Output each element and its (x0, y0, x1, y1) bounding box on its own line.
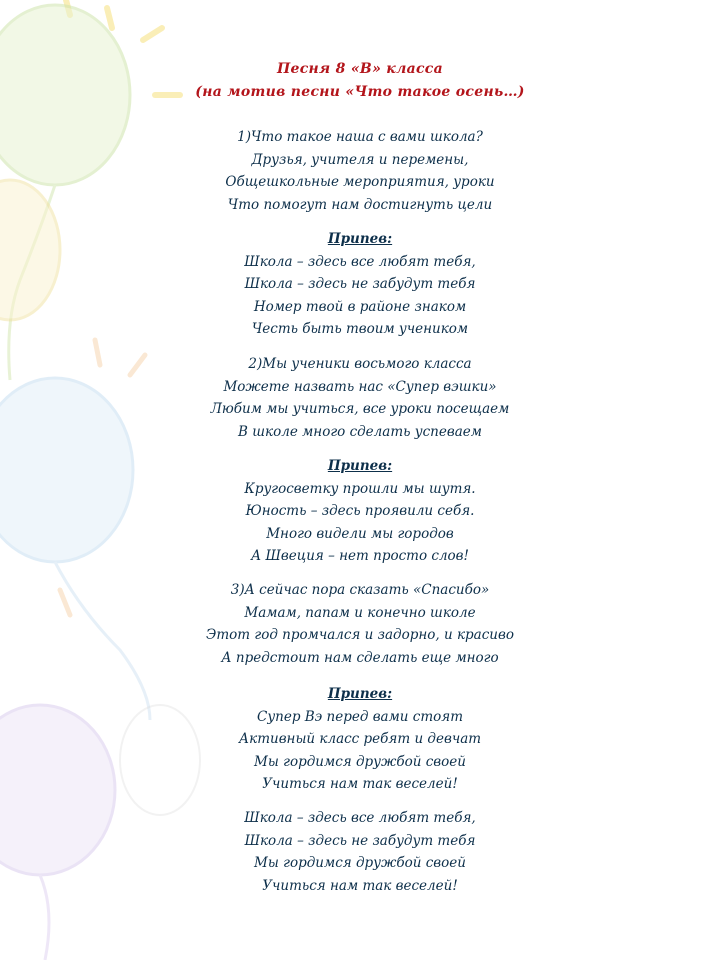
chorus-line: Кругосветку прошли мы шутя. (244, 480, 476, 497)
verse-2 (0, 353, 720, 443)
verse-line: Этот год промчался и задорно, и красиво (206, 627, 514, 643)
chorus-line: Мы гордимся дружбой своей (254, 753, 466, 770)
chorus-heading: Припев: (327, 458, 393, 474)
chorus-1 (0, 228, 720, 341)
verse-line: А предстоит нам сделать еще много (221, 649, 499, 666)
chorus-line: Учиться нам так веселей! (262, 776, 458, 792)
chorus-line: Школа – здесь не забудут тебя (244, 276, 476, 292)
chorus-heading: Припев: (327, 231, 393, 247)
verse-3 (0, 579, 720, 669)
verse-line: Что помогут нам достигнуть цели (227, 196, 493, 213)
chorus-line: Честь быть твоим учеником (251, 321, 469, 337)
verse-line: Можете назвать нас «Супер вэшки» (223, 378, 497, 395)
chorus-3 (0, 683, 720, 796)
chorus-2 (0, 455, 720, 568)
verse-1 (0, 126, 720, 216)
chorus-line: Много видели мы городов (266, 525, 454, 542)
song-subtitle: (на мотив песни «Что такое осень…) (195, 84, 525, 100)
verse-line: Друзья, учителя и перемены, (251, 151, 469, 168)
verse-line: 2)Мы ученики восьмого класса (248, 356, 472, 372)
verse-line: В школе много сделать успеваем (238, 423, 482, 440)
chorus-line: Активный класс ребят и девчат (238, 731, 482, 747)
chorus-line: Юность – здесь проявили себя. (245, 503, 475, 519)
verse-line: Общешкольные мероприятия, уроки (225, 174, 495, 190)
chorus-line: Супер Вэ перед вами стоят (256, 708, 464, 725)
verse-line: 1)Что такое наша с вами школа? (237, 129, 483, 145)
chorus-line: А Швеция – нет просто слов! (251, 548, 469, 564)
verse-line: Любим мы учиться, все уроки посещаем (210, 401, 510, 417)
chorus-heading: Припев: (327, 686, 393, 702)
song-title: Песня 8 «В» класса (276, 61, 444, 77)
final-chorus (0, 807, 720, 897)
chorus-line: Школа – здесь не забудут тебя (244, 832, 476, 849)
chorus-line: Мы гордимся дружбой своей (254, 855, 466, 871)
chorus-line: Школа – здесь все любят тебя, (244, 253, 476, 270)
verse-line: Мамам, папам и конечно школе (244, 604, 476, 621)
chorus-line: Учиться нам так веселей! (262, 877, 458, 894)
chorus-line: Номер твой в районе знаком (253, 298, 467, 315)
verse-line: 3)А сейчас пора сказать «Спасибо» (230, 582, 490, 598)
chorus-line: Школа – здесь все любят тебя, (244, 810, 476, 826)
